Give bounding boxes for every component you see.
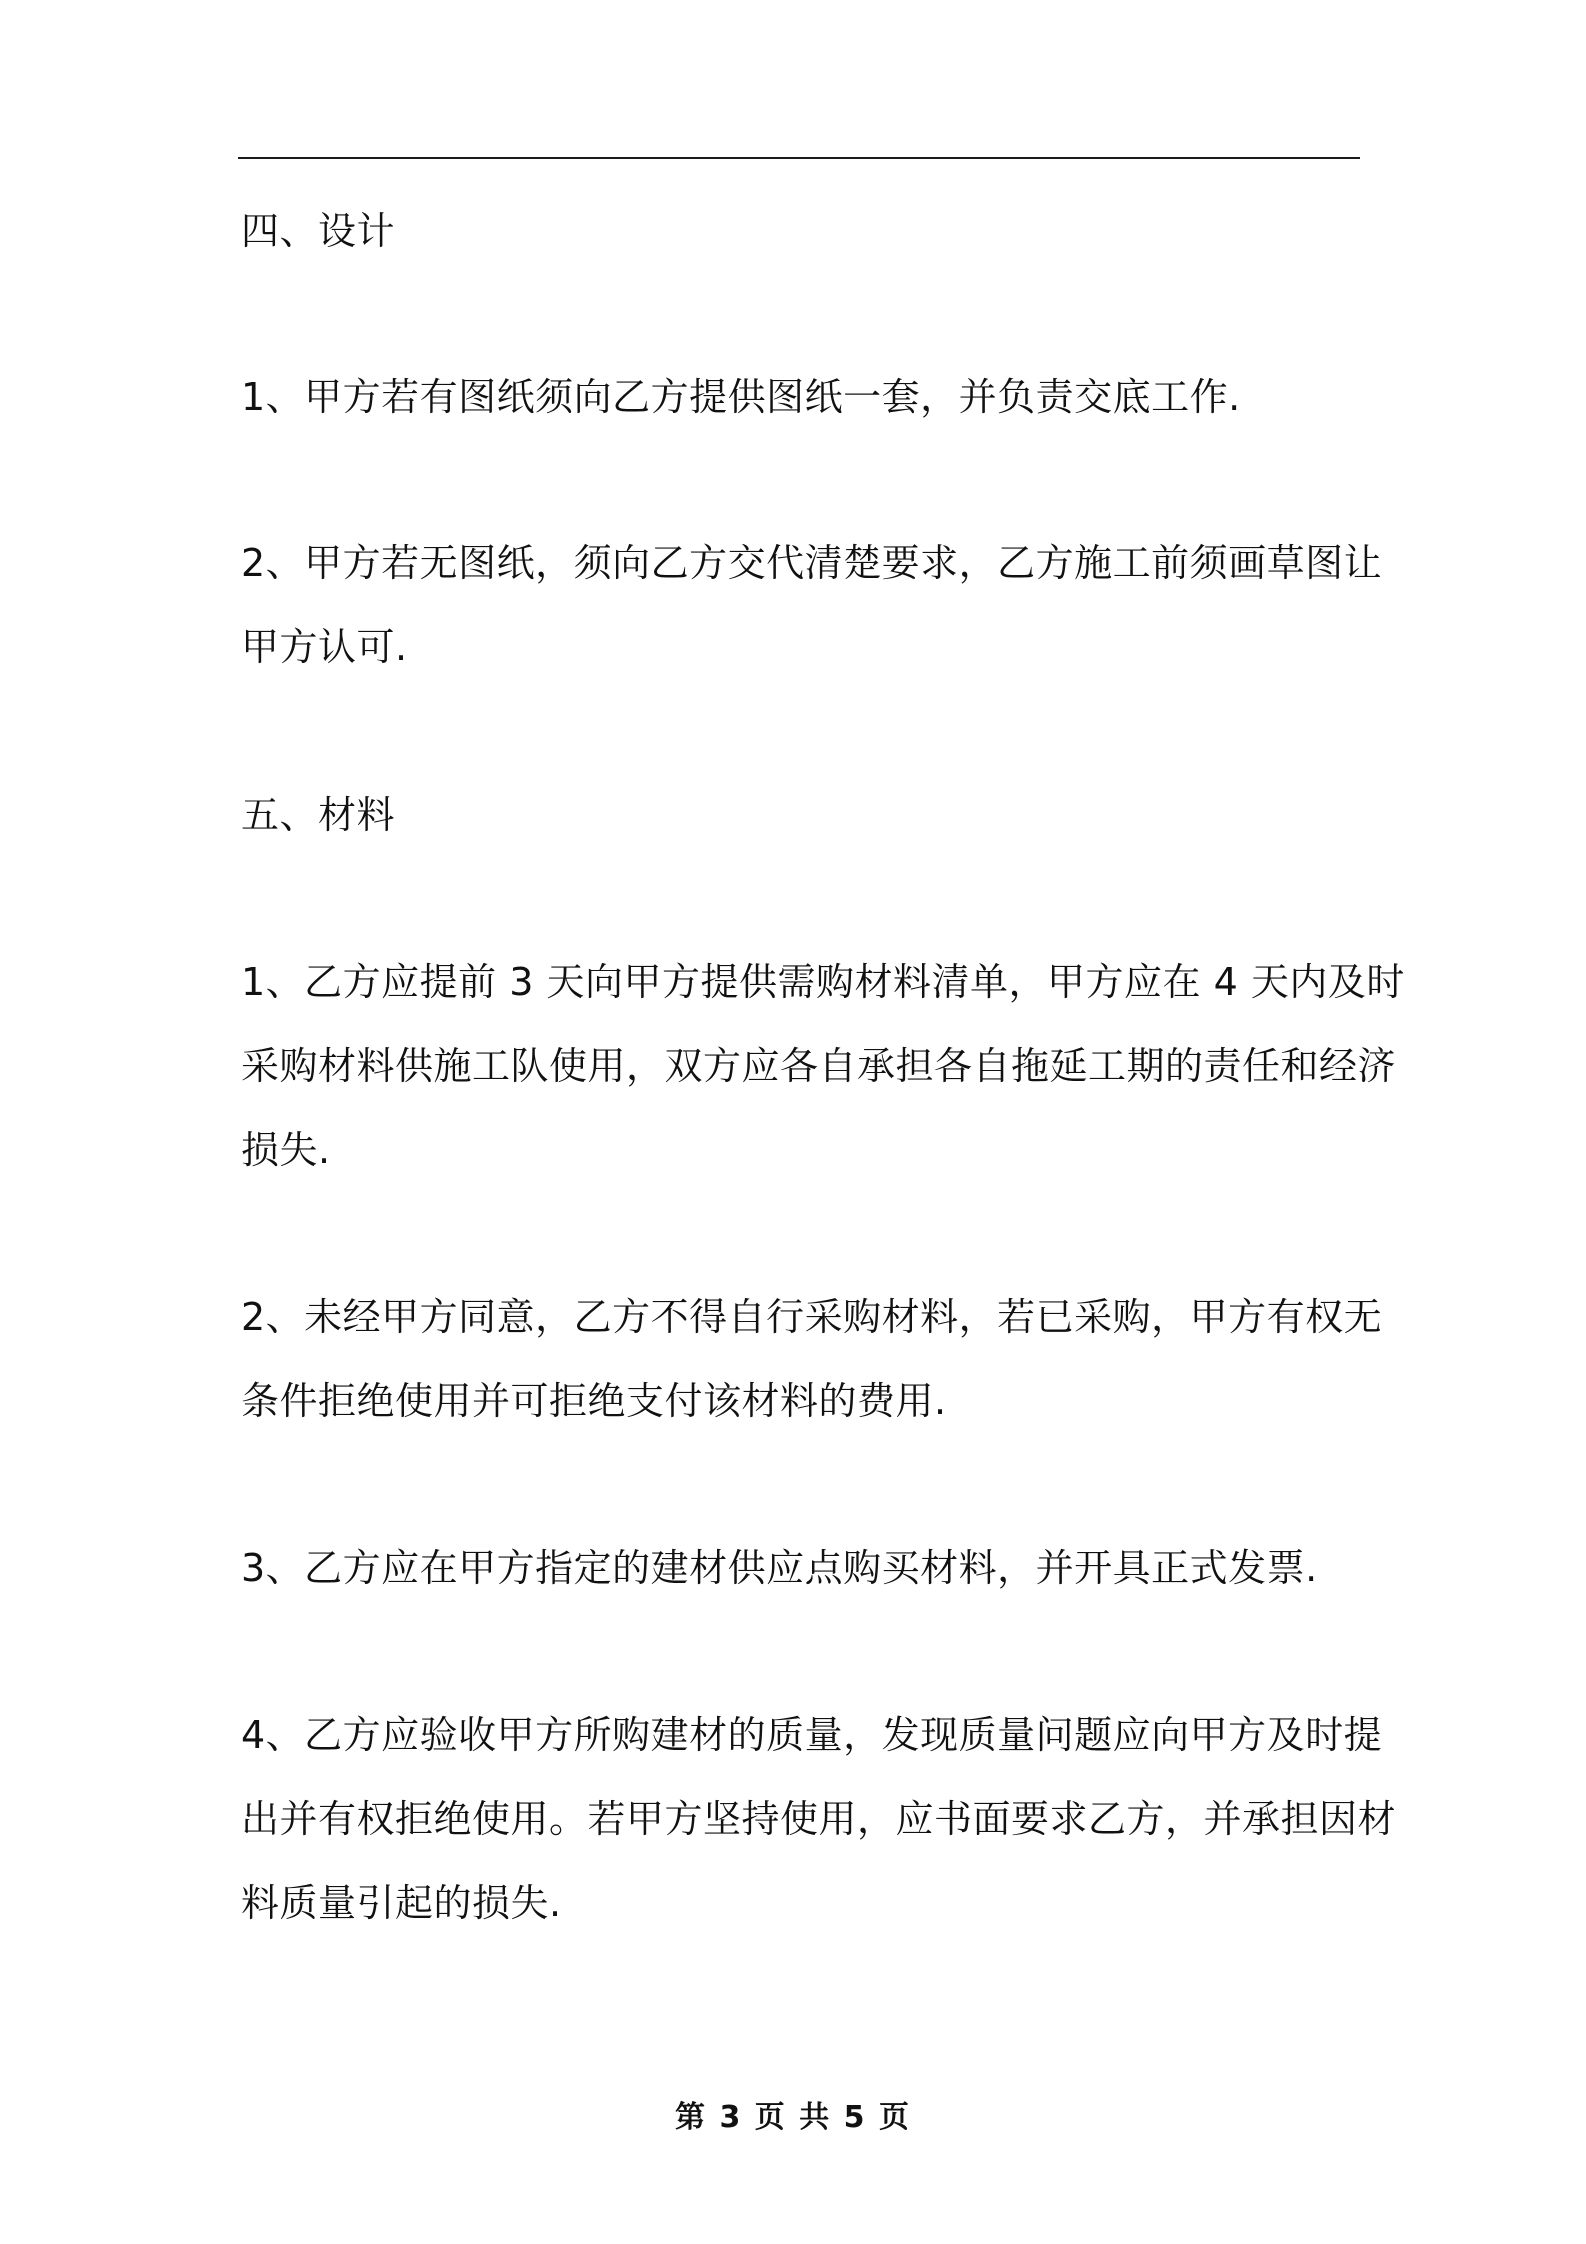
header-rule bbox=[238, 157, 1360, 159]
materials-clause-1-line-2: 采购材料供施工队使用，双方应各自承担各自拖延工期的责任和经济 bbox=[241, 1044, 1397, 1088]
materials-clause-4-line-3: 料质量引起的损失. bbox=[241, 1881, 562, 1925]
materials-clause-1-line-3: 损失. bbox=[241, 1128, 331, 1172]
materials-clause-1-line-1: 1、乙方应提前 3 天向甲方提供需购材料清单，甲方应在 4 天内及时 bbox=[241, 960, 1405, 1004]
design-clause-1-line-1: 1、甲方若有图纸须向乙方提供图纸一套，并负责交底工作. bbox=[241, 375, 1241, 419]
materials-clause-4-line-2: 出并有权拒绝使用。若甲方坚持使用，应书面要求乙方，并承担因材 bbox=[241, 1797, 1397, 1841]
page-number-footer: 第 3 页 共 5 页 bbox=[675, 2100, 911, 2135]
section-heading-materials: 五、材料 bbox=[241, 793, 396, 837]
materials-clause-4-line-1: 4、乙方应验收甲方所购建材的质量，发现质量问题应向甲方及时提 bbox=[241, 1713, 1383, 1757]
materials-clause-2-line-2: 条件拒绝使用并可拒绝支付该材料的费用. bbox=[241, 1379, 947, 1423]
materials-clause-2-line-1: 2、未经甲方同意，乙方不得自行采购材料，若已采购，甲方有权无 bbox=[241, 1295, 1383, 1339]
materials-clause-3-line-1: 3、乙方应在甲方指定的建材供应点购买材料，并开具正式发票. bbox=[241, 1546, 1318, 1590]
design-clause-2-line-1: 2、甲方若无图纸，须向乙方交代清楚要求，乙方施工前须画草图让 bbox=[241, 541, 1383, 585]
section-heading-design: 四、设计 bbox=[241, 209, 396, 253]
design-clause-2-line-2: 甲方认可. bbox=[241, 625, 408, 669]
